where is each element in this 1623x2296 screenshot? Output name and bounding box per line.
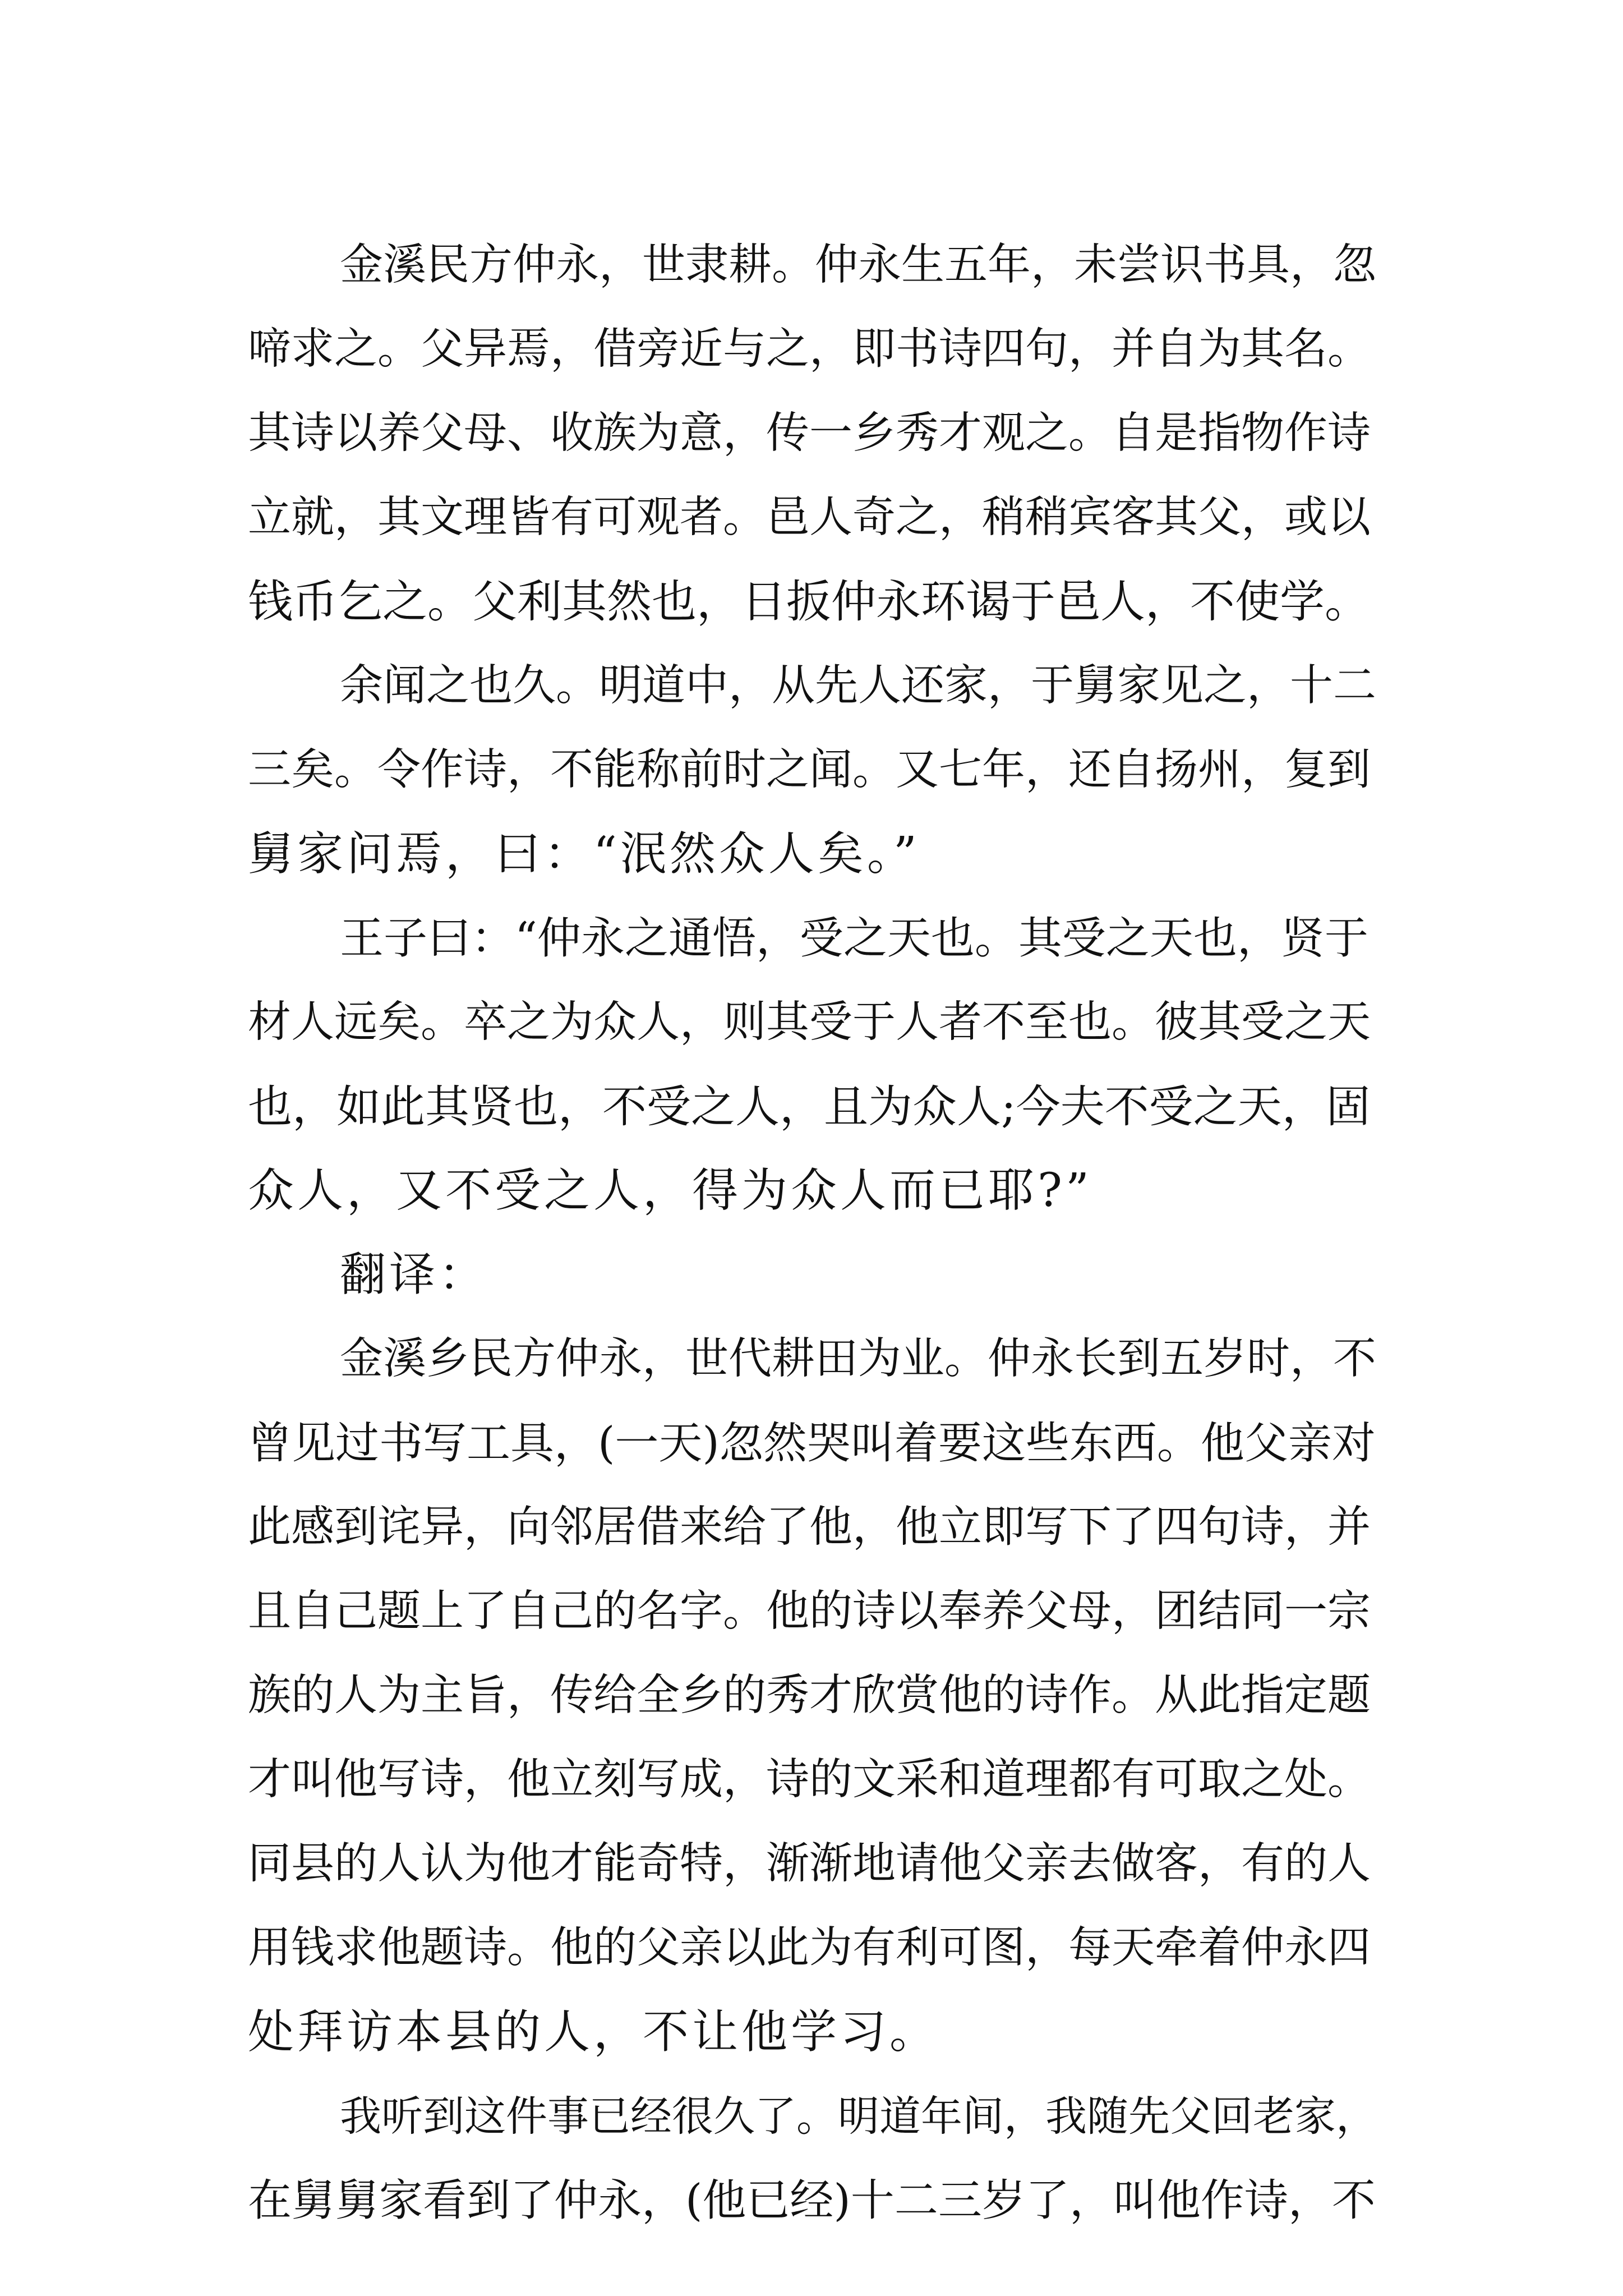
text-line: 且自己题上了自己的名字。他的诗以奉养父母，团结同一宗 — [248, 1586, 1371, 1636]
text-line: 曾见过书写工具，(一天)忽然哭叫着要这些东西。他父亲对 — [248, 1418, 1376, 1469]
text-line: 也，如此其贤也，不受之人，且为众人;今夫不受之天，固 — [248, 1081, 1371, 1133]
paragraph-first-line: 金溪民方仲永，世隶耕。仲永生五年，未尝识书具，忽 — [340, 240, 1376, 290]
text-line: 其诗以养父母、收族为意，传一乡秀才观之。自是指物作诗 — [248, 408, 1371, 458]
text-line: 众人，又不受之人，得为众人而已耶?” — [248, 1164, 1092, 1217]
paragraph-first-line: 王子曰：“仲永之通悟，受之天也。其受之天也，贤于 — [340, 913, 1368, 964]
text-line: 在舅舅家看到了仲永，(他已经)十二三岁了，叫他作诗，不 — [248, 2175, 1376, 2226]
text-line: 族的人为主旨，传给全乡的秀才欣赏他的诗作。从此指定题 — [248, 1671, 1371, 1720]
document-body — [248, 223, 1378, 2243]
text-line: 同县的人认为他才能奇特，渐渐地请他父亲去做客，有的人 — [248, 1839, 1371, 1889]
text-line: 此感到诧异，向邻居借来给了他，他立即写下了四句诗，并 — [248, 1502, 1371, 1552]
text-line: 立就，其文理皆有可观者。邑人奇之，稍稍宾客其父，或以 — [248, 493, 1371, 542]
text-line: 钱币乞之。父利其然也，日扳仲永环谒于邑人，不使学。 — [248, 576, 1370, 628]
paragraph-first-line: 翻译： — [340, 1248, 488, 1301]
text-line: 处拜访本县的人，不让他学习。 — [248, 2005, 939, 2059]
text-line: 三矣。令作诗，不能称前时之闻。又七年，还自扬州，复到 — [248, 745, 1371, 795]
paragraph-first-line: 我听到这件事已经很久了。明道年间，我随先父回老家， — [340, 2092, 1377, 2141]
paragraph-first-line: 余闻之也久。明道中，从先人还家，于舅家见之，十二 — [340, 661, 1376, 711]
text-line: 材人远矣。卒之为众人，则其受于人者不至也。彼其受之天 — [248, 997, 1371, 1047]
paragraph-first-line: 金溪乡民方仲永，世代耕田为业。仲永长到五岁时，不 — [340, 1334, 1376, 1384]
text-line: 用钱求他题诗。他的父亲以此为有利可图，每天牵着仲永四 — [248, 1923, 1371, 1973]
text-line: 啼求之。父异焉，借旁近与之，即书诗四句，并自为其名。 — [248, 324, 1371, 374]
text-line: 才叫他写诗，他立刻写成，诗的文采和道理都有可取之处。 — [248, 1755, 1371, 1805]
text-line: 舅家问焉，曰：“泯然众人矣。” — [248, 827, 920, 881]
